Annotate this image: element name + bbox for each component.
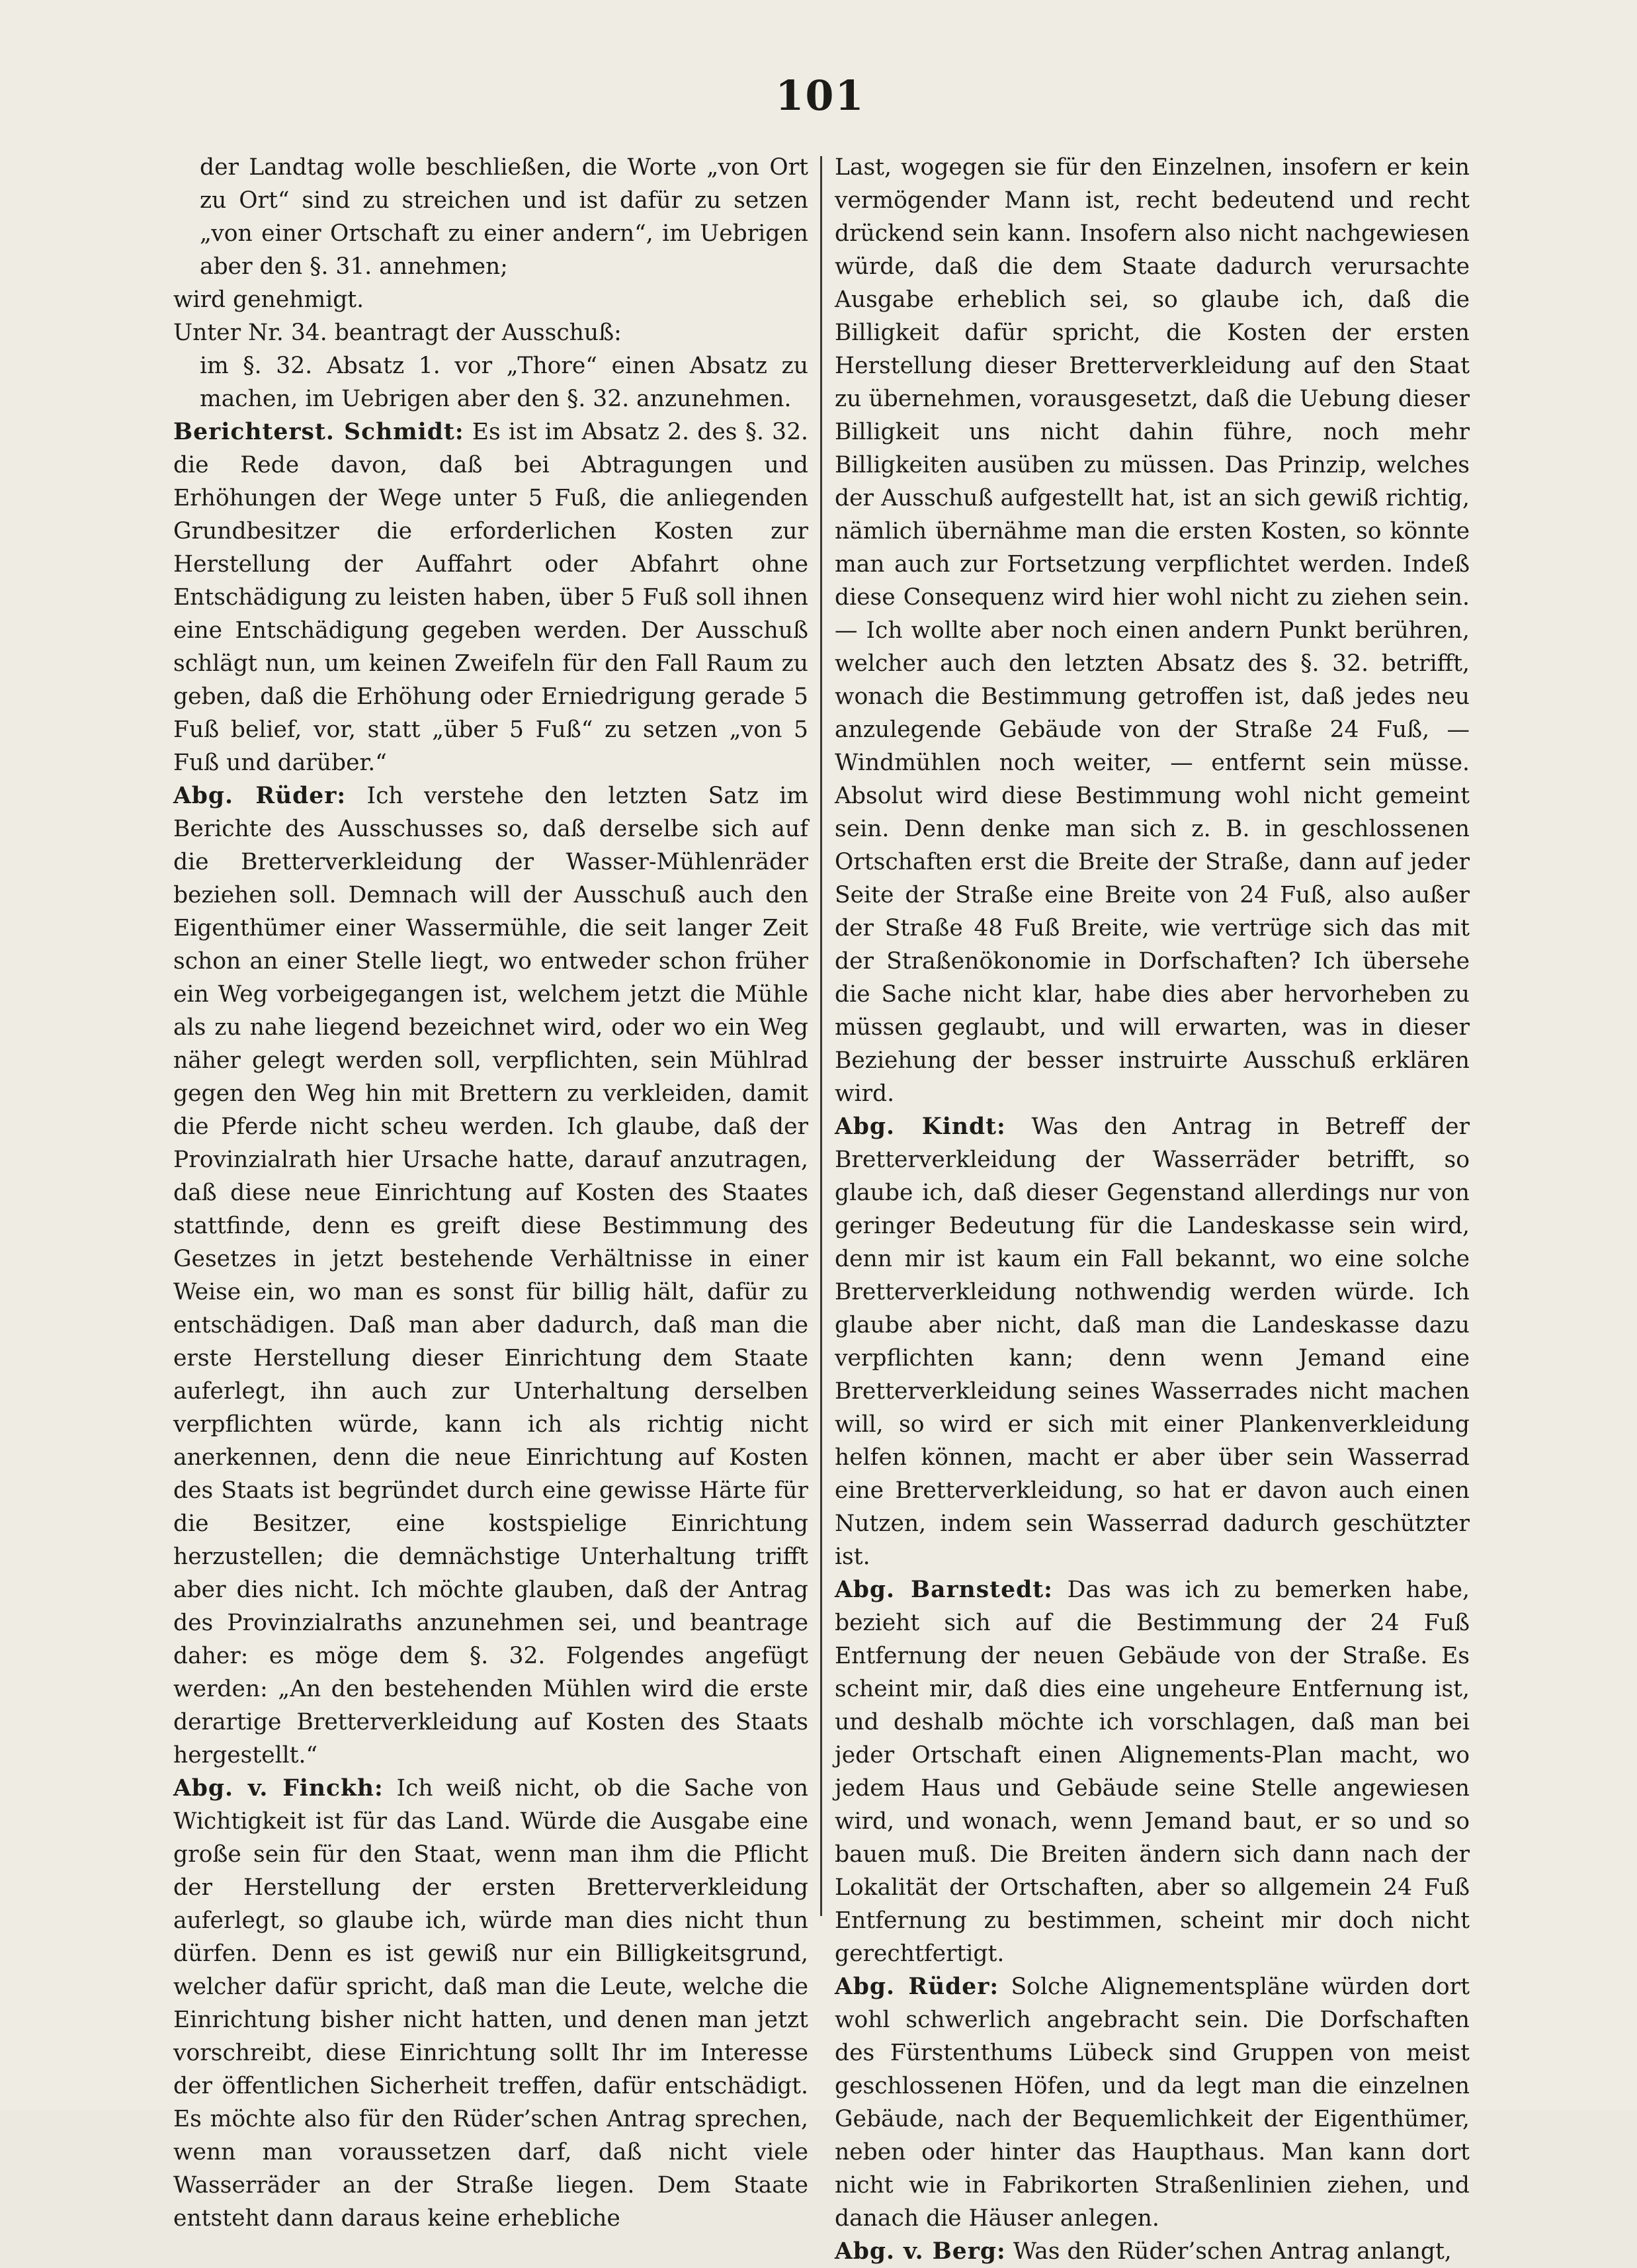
speaker-name: Abg. Rüder: (835, 1974, 999, 2000)
paragraph (835, 1110, 1470, 1573)
paragraph (173, 283, 808, 316)
paragraph-text: Ich verstehe den letzten Satz im Berichte des Ausschusses so, daß derselbe sich auf die Bretterverkleidung der Wasser-Mühlenräder beziehen soll. Demnach will der Ausschuß auch den Eigenthümer einer Wassermühle, die seit langer Zeit schon an einer Stelle liegt, wo entweder schon früher ein Weg vorbeigegangen ist, welchem jetzt die Mühle als zu nahe liegend bezeichnet wird, oder wo ein Weg näher gelegt werden soll, verpflichten, sein Mühlrad gegen den Weg hin mit Brettern zu verkleiden, damit die Pferde nicht scheu werden. Ich glaube, daß der Provinzialrath hier Ursache hatte, darauf anzutragen, daß diese neue Einrichtung auf Kosten des Staates stattfinde, denn es greift diese Bestimmung des Gesetzes in jetzt bestehende Verhältnisse in einer Weise ein, wo man es sonst für billig hält, dafür zu entschädigen. Daß man aber dadurch, daß man die erste Herstellung dieser Einrichtung dem Staate auferlegt, ihn auch zur Unterhaltung derselben verpflichten würde, kann ich als richtig nicht anerkennen, denn die neue Einrichtung auf Kosten des Staats ist begründet durch eine gewisse Härte für die Besitzer, eine kostspielige Einrichtung herzustellen; die demnächstige Unterhaltung trifft aber dies nicht. Ich möchte glauben, daß der Antrag des Provinzialraths anzunehmen sei, und beantrage daher: es möge dem §. 32. Folgendes angefügt werden: „An den bestehenden Mühlen wird die erste derartige Bretterverkleidung auf Kosten des Staats hergestellt.“ (173, 783, 808, 1768)
paragraph (173, 349, 808, 415)
paragraph-text: Last, wogegen sie für den Einzelnen, insofern er kein vermögender Mann ist, recht bedeutend und recht drückend sein kann. Insofern also nicht nachgewiesen würde, daß die dem Staate dadurch verursachte Ausgabe erheblich sei, so glaube ich, daß die Billigkeit dafür spricht, die Kosten der ersten Herstellung dieser Bretterverkleidung auf den Staat zu übernehmen, vorausgesetzt, daß die Uebung dieser Billigkeit uns nicht dahin führe, noch mehr Billigkeiten ausüben zu müssen. Das Prinzip, welches der Ausschuß aufgestellt hat, ist an sich gewiß richtig, nämlich übernähme man die ersten Kosten, so könnte man auch zur Fortsetzung verpflichtet werden. Indeß diese Consequenz wird hier wohl nicht zu ziehen sein. — Ich wollte aber noch einen andern Punkt berühren, welcher auch den letzten Absatz des §. 32. betrifft, wonach die Bestimmung getroffen ist, daß jedes neu anzulegende Gebäude von der Straße 24 Fuß, — Windmühlen noch weiter, — entfernt sein müsse. Absolut wird diese Bestimmung wohl nicht gemeint sein. Denn denke man sich z. B. in geschlossenen Ortschaften erst die Breite der Straße, dann auf jeder Seite der Straße eine Breite von 24 Fuß, also außer der Straße 48 Fuß Breite, wie vertrüge sich das mit der Straßenökonomie in Dorfschaften? Ich übersehe die Sache nicht klar, habe dies aber hervorheben zu müssen geglaubt, und will erwarten, was in dieser Beziehung der besser instruirte Ausschuß erklären wird. (835, 154, 1470, 1107)
paragraph (173, 316, 808, 349)
paragraph-text: Was den Rüder’schen Antrag anlangt, (1005, 2238, 1452, 2265)
left-column (173, 151, 808, 2235)
speaker-name: Berichterst. Schmidt: (173, 419, 464, 445)
paragraph-text: Das was ich zu bemerken habe, bezieht sich auf die Bestimmung der 24 Fuß Entfernung der neuen Gebäude von der Straße. Es scheint mir, daß dies eine ungeheure Entfernung ist, und deshalb möchte ich vorschlagen, daß man bei jeder Ortschaft einen Alignements-Plan macht, wo jedem Haus und Gebäude seine Stelle angewiesen wird, und wonach, wenn Jemand baut, er so und so bauen muß. Die Breiten ändern sich dann nach der Lokalität der Ortschaften, aber so allgemein 24 Fuß Entfernung zu bestimmen, scheint mir doch nicht gerechtfertigt. (835, 1577, 1470, 1967)
paragraph (835, 2235, 1470, 2268)
paragraph (835, 1573, 1470, 1970)
page-number: 101 (775, 71, 865, 120)
paragraph-text: der Landtag wolle beschließen, die Worte „von Ort zu Ort“ sind zu streichen und ist dafür zu setzen „von einer Ortschaft zu einer andern“, im Uebrigen aber den §. 31. annehmen; (200, 154, 808, 280)
speaker-name: Abg. Rüder: (173, 783, 347, 809)
paragraph-text: Es ist im Absatz 2. des §. 32. die Rede davon, daß bei Abtragungen und Erhöhungen der Wege unter 5 Fuß, die anliegenden Grundbesitzer die erforderlichen Kosten zur Herstellung der Auffahrt oder Abfahrt ohne Entschädigung zu leisten haben, über 5 Fuß soll ihnen eine Entschädigung gegeben werden. Der Ausschuß schlägt nun, um keinen Zweifeln für den Fall Raum zu geben, daß die Erhöhung oder Erniedrigung gerade 5 Fuß belief, vor, statt „über 5 Fuß“ zu setzen „von 5 Fuß und darüber.“ (173, 419, 808, 776)
paragraph-text: Ich weiß nicht, ob die Sache von Wichtigkeit ist für das Land. Würde die Ausgabe eine große sein für den Staat, wenn man ihm die Pflicht der Herstellung der ersten Bretterverkleidung auferlegt, so glaube ich, würde man dies nicht thun dürfen. Denn es ist gewiß nur ein Billigkeitsgrund, welcher dafür spricht, daß man die Leute, welche die Einrichtung bisher nicht hatten, und denen man jetzt vorschreibt, diese Einrichtung sollt Ihr im Interesse der öffentlichen Sicherheit treffen, dafür entschädigt. Es möchte also für den Rüder’schen Antrag sprechen, wenn man voraussetzen darf, daß nicht viele Wasserräder an der Straße liegen. Dem Staate entsteht dann daraus keine erhebliche (173, 1775, 809, 2232)
right-column (835, 151, 1470, 2268)
speaker-name: Abg. Barnstedt: (835, 1577, 1053, 1603)
paragraph (173, 415, 808, 779)
paragraph-text: Solche Alignementspläne würden dort wohl schwerlich angebracht sein. Die Dorfschaften des Fürstenthums Lübeck sind Gruppen von meist geschlossenen Höfen, und da legt man die einzelnen Gebäude, nach der Bequemlichkeit der Eigenthümer, neben oder hinter das Haupthaus. Man kann dort nicht wie in Fabrikorten Straßenlinien ziehen, und danach die Häuser anlegen. (835, 1974, 1470, 2232)
paragraph-text: Was den Antrag in Betreff der Bretterverkleidung der Wasserräder betrifft, so glaube ich, daß dieser Gegenstand allerdings nur von geringer Bedeutung für die Landeskasse sein wird, denn mir ist kaum ein Fall bekannt, wo eine solche Bretterverkleidung nothwendig werden würde. Ich glaube aber nicht, daß man die Landeskasse dazu verpflichten kann; denn wenn Jemand eine Bretterverkleidung seines Wasserrades nicht machen will, so wird er sich mit einer Plankenverkleidung helfen können, macht er aber über sein Wasserrad eine Bretterverkleidung, so hat er davon auch einen Nutzen, indem sein Wasserrad dadurch geschützter ist. (835, 1113, 1470, 1570)
speaker-name: Abg. v. Finckh: (173, 1775, 384, 1802)
column-divider (820, 156, 822, 1916)
paragraph (173, 151, 808, 283)
speaker-name: Abg. v. Berg: (835, 2238, 1006, 2265)
paragraph (173, 1772, 808, 2235)
paragraph (173, 779, 808, 1772)
paragraph (835, 1970, 1470, 2235)
paragraph (835, 151, 1470, 1110)
paragraph-text: im §. 32. Absatz 1. vor „Thore“ einen Absatz zu machen, im Uebrigen aber den §. 32. anzunehmen. (200, 353, 808, 412)
speaker-name: Abg. Kindt: (835, 1113, 1006, 1140)
paragraph-text: Unter Nr. 34. beantragt der Ausschuß: (173, 320, 622, 346)
paragraph-text: wird genehmigt. (173, 286, 364, 313)
